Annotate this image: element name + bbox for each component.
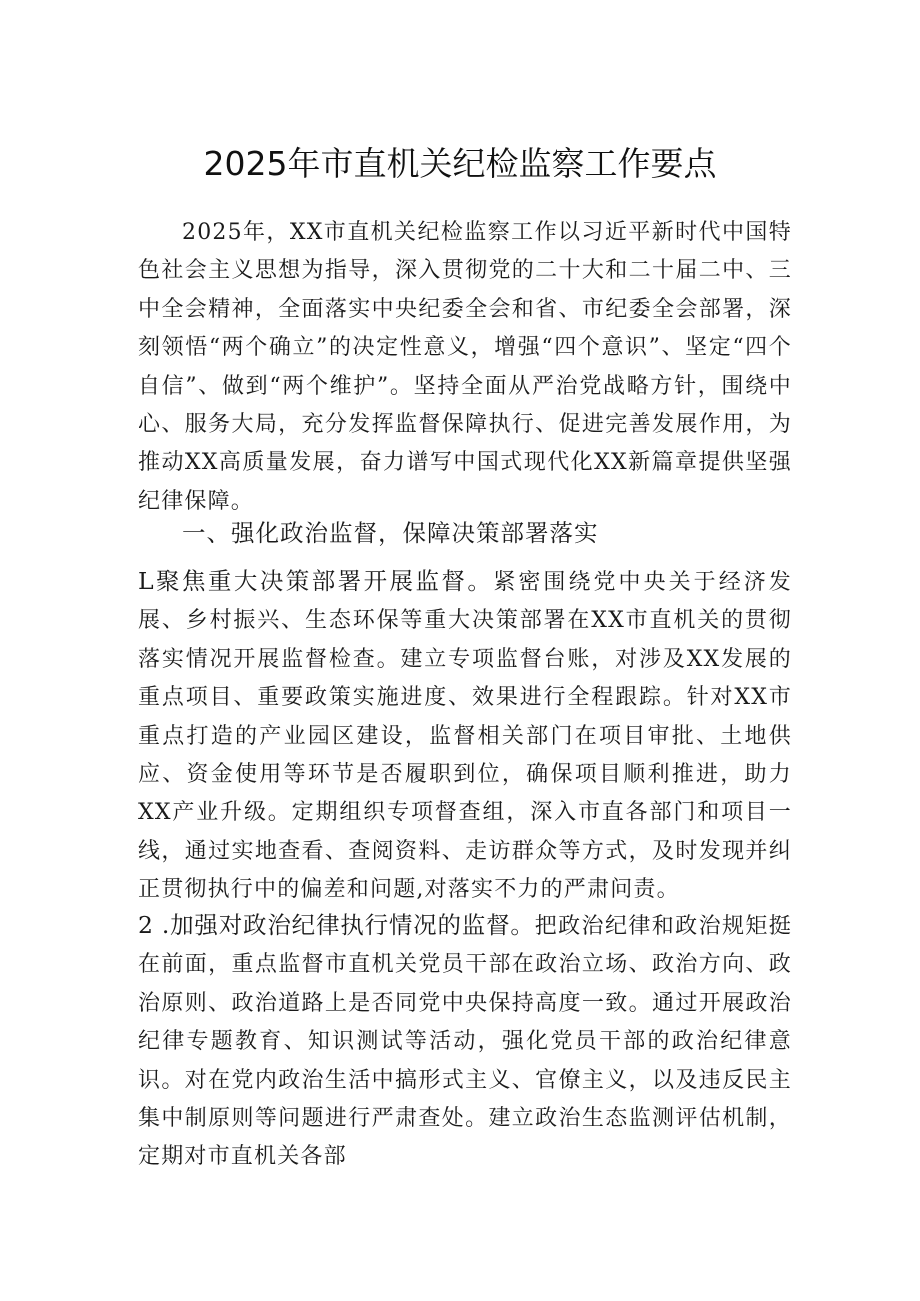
item-1-lead: L聚焦重大决策部署开展监督。 xyxy=(138,567,494,595)
item-2-lead: 2 .加强对政治纪律执行情况的监督。 xyxy=(138,911,535,939)
item-1-body: 紧密围绕党中央关于经济发展、乡村振兴、生态环保等重大决策部署在XX市直机关的贯彻落实情况开展监督检查。建立专项监督台账，对涉及XX发展的重点项目、重要政策实施进度、效果进行全程跟踪。针对XX市重点打造的产业园区建设，监督相关部门在项目审批、土地供应、资金使用等环节是否履职到位，确保项目顺利推进，助力XX产业升级。定期组织专项督查组，深入市直各部门和项目一线，通过实地查看、查阅资料、走访群众等方式，及时发现并纠正贯彻执行中的偏差和问题,对落实不力的严肃问责。 xyxy=(138,570,792,903)
intro-paragraph: 2025年，XX市直机关纪检监察工作以习近平新时代中国特色社会主义思想为指导，深入贯彻党的二十大和二十届二中、三中全会精神，全面落实中央纪委全会和省、市纪委全会部署，深刻领悟“两个确立”的决定性意义，增强“四个意识”、坚定“四个自信”、做到“两个维护”。坚持全面从严治党战略方针，围绕中心、服务大局，充分发挥监督保障执行、促进完善发展作用，为推动XX高质量发展，奋力谱写中国式现代化XX新篇章提供坚强纪律保障。 xyxy=(138,220,792,514)
section-one-item-2 xyxy=(138,906,792,1177)
document-title: 2025年市直机关纪检监察工作要点 xyxy=(203,144,717,183)
item-2-body: 把政治纪律和政治规矩挺在前面，重点监督市直机关党员干部在政治立场、政治方向、政治原则、政治道路上是否同党中央保持高度一致。通过开展政治纪律专题教育、知识测试等活动，强化党员干部的政治纪律意识。对在党内政治生活中搞形式主义、官僚主义，以及违反民主集中制原则等问题进行严肃查处。建立政治生态监测评估机制，定期对市直机关各部 xyxy=(138,914,792,1170)
section-one-heading: 一、强化政治监督，保障决策部署落实 xyxy=(182,519,599,547)
section-one-item-1 xyxy=(138,562,792,910)
